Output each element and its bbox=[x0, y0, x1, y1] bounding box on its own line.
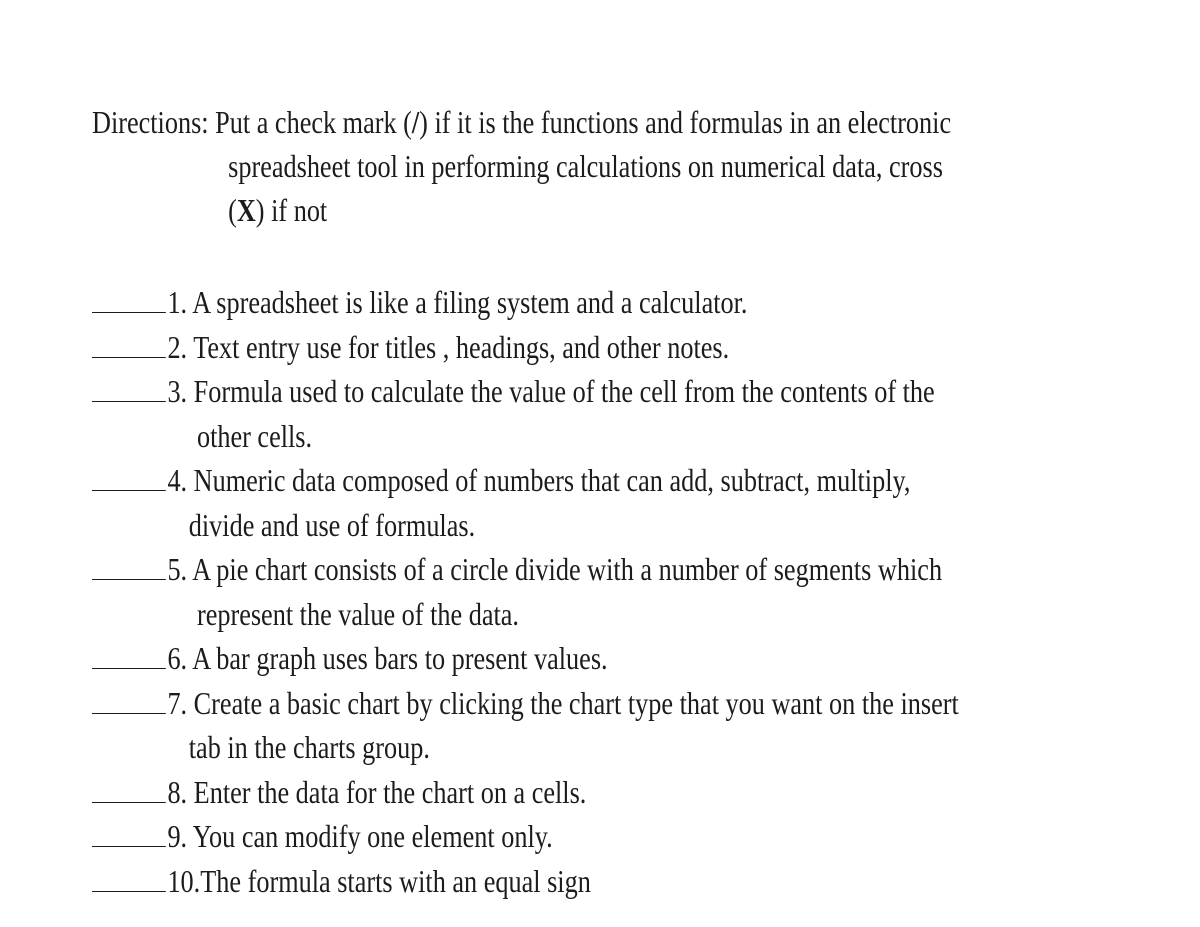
answer-blank[interactable] bbox=[92, 776, 166, 803]
question-item bbox=[92, 770, 1183, 815]
directions-line1b: ) if it is the functions and formulas in an electronic bbox=[419, 104, 952, 140]
item-text: You can modify one element only. bbox=[192, 818, 553, 854]
item-number: 7. bbox=[167, 684, 188, 721]
item-text-continued: other cells. bbox=[196, 417, 313, 454]
directions-line1a: Put a check mark ( bbox=[215, 104, 412, 140]
item-number: 10. bbox=[167, 862, 201, 899]
item-text: A bar graph uses bars to present values. bbox=[192, 640, 608, 676]
question-item bbox=[92, 280, 1183, 325]
item-number: 9. bbox=[167, 818, 188, 854]
item-number: 2. bbox=[167, 328, 188, 365]
item-text-continued: represent the value of the data. bbox=[196, 595, 519, 632]
cross-symbol: X bbox=[236, 192, 256, 228]
item-number: 4. bbox=[167, 462, 188, 498]
directions-line2: spreadsheet tool in performing calculations on numerical data, cross bbox=[228, 148, 943, 184]
answer-blank[interactable] bbox=[92, 687, 166, 714]
question-item bbox=[92, 859, 1183, 904]
answer-blank[interactable] bbox=[92, 865, 166, 892]
item-text: Enter the data for the chart on a cells. bbox=[193, 773, 587, 810]
question-item bbox=[92, 547, 1183, 636]
item-text: Formula used to calculate the value of the cell from the contents of the bbox=[193, 373, 935, 409]
item-text: Text entry use for titles , headings, and other notes. bbox=[193, 328, 730, 365]
item-number: 5. bbox=[167, 551, 188, 587]
question-list bbox=[92, 280, 1183, 903]
answer-blank[interactable] bbox=[92, 464, 166, 491]
item-number: 6. bbox=[167, 640, 188, 676]
item-number: 8. bbox=[167, 773, 188, 810]
item-text: Numeric data composed of numbers that can add, subtract, multiply, bbox=[193, 462, 911, 498]
answer-blank[interactable] bbox=[92, 331, 166, 358]
answer-blank[interactable] bbox=[92, 375, 166, 402]
answer-blank[interactable] bbox=[92, 642, 166, 669]
question-item bbox=[92, 458, 1183, 547]
question-item bbox=[92, 369, 1183, 458]
item-text-continued: divide and use of formulas. bbox=[188, 506, 476, 543]
directions-block bbox=[92, 100, 1158, 232]
item-text: A pie chart consists of a circle divide with a number of segments which bbox=[192, 551, 943, 587]
directions-line3: (X) if not bbox=[228, 192, 328, 228]
item-text: The formula starts with an equal sign bbox=[200, 862, 591, 899]
item-number: 1. bbox=[167, 284, 188, 320]
directions-label: Directions: bbox=[92, 104, 209, 140]
item-text: Create a basic chart by clicking the chart type that you want on the insert bbox=[193, 684, 959, 721]
question-item bbox=[92, 636, 1183, 681]
check-symbol: / bbox=[411, 104, 420, 140]
question-item bbox=[92, 814, 1183, 859]
item-number: 3. bbox=[167, 373, 188, 409]
question-item bbox=[92, 325, 1183, 370]
item-text-continued: tab in the charts group. bbox=[188, 729, 430, 765]
answer-blank[interactable] bbox=[92, 553, 166, 580]
answer-blank[interactable] bbox=[92, 820, 166, 847]
answer-blank[interactable] bbox=[92, 286, 166, 313]
item-text: A spreadsheet is like a filing system and a calculator. bbox=[192, 284, 748, 320]
question-item bbox=[92, 681, 1183, 770]
